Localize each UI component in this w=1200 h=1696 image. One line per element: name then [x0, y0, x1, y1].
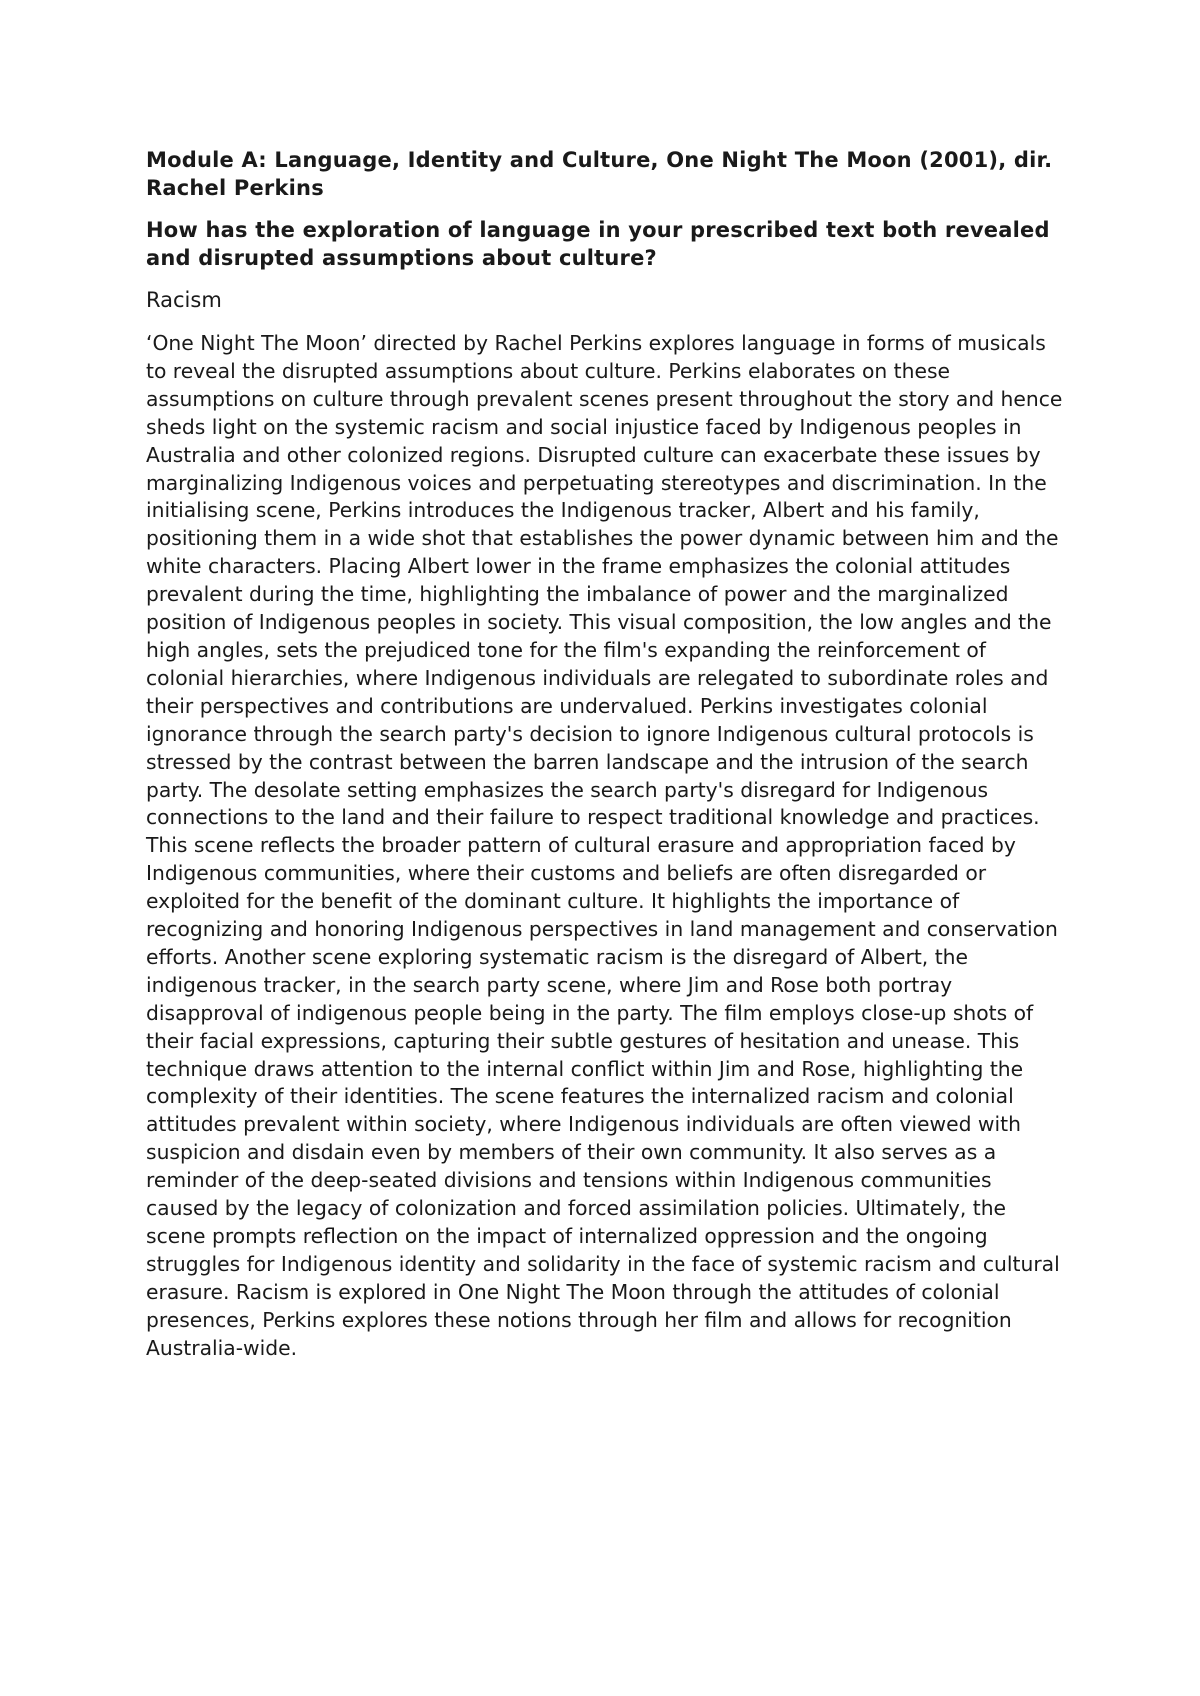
section-heading: Racism [146, 288, 222, 312]
essay-question: How has the exploration of language in your prescribed text both revealed and disrupted assumptions about culture? [146, 218, 1050, 270]
essay-body-paragraph: ‘One Night The Moon’ directed by Rachel Perkins explores language in forms of musicals to reveal the disrupted assumptions about culture. Perkins elaborates on these assumptions on culture through prevalent scenes present throughout the story and hence sheds light on the systemic racism and social injustice faced by Indigenous peoples in Australia and other colonized regions. Disrupted culture can exacerbate these issues by marginalizing Indigenous voices and perpetuating stereotypes and discrimination. In the initialising scene, Perkins introduces the Indigenous tracker, Albert and his family, positioning them in a wide shot that establishes the power dynamic between him and the white characters. Placing Albert lower in the frame emphasizes the colonial attitudes prevalent during the time, highlighting the imbalance of power and the marginalized position of Indigenous peoples in society. This visual composition, the low angles and the high angles, sets the prejudiced tone for the film's expanding the reinforcement of colonial hierarchies, where Indigenous individuals are relegated to subordinate roles and their perspectives and contributions are undervalued. Perkins investigates colonial ignorance through the search party's decision to ignore Indigenous cultural protocols is stressed by the contrast between the barren landscape and the intrusion of the search party. The desolate setting emphasizes the search party's disregard for Indigenous connections to the land and their failure to respect traditional knowledge and practices. This scene reflects the broader pattern of cultural erasure and appropriation faced by Indigenous communities, where their customs and beliefs are often disregarded or exploited for the benefit of the dominant culture. It highlights the importance of recognizing and honoring Indigenous perspectives in land management and conservation efforts. Another scene exploring systematic racism is the disregard of Albert, the indigenous tracker, in the search party scene, where Jim and Rose both portray disapproval of indigenous people being in the party. The film employs close-up shots of their facial expressions, capturing their subtle gestures of hesitation and unease. This technique draws attention to the internal conflict within Jim and Rose, highlighting the complexity of their identities. The scene features the internalized racism and colonial attitudes prevalent within society, where Indigenous individuals are often viewed with suspicion and disdain even by members of their own community. It also serves as a reminder of the deep-seated divisions and tensions within Indigenous communities caused by the legacy of colonization and forced assimilation policies. Ultimately, the scene prompts reflection on the impact of internalized oppression and the ongoing struggles for Indigenous identity and solidarity in the face of systemic racism and cultural erasure. Racism is explored in One Night The Moon through the attitudes of colonial presences, Perkins explores these notions through her film and allows for recognition Australia-wide. [146, 331, 1063, 1360]
document-title: Module A: Language, Identity and Culture, One Night The Moon (2001), dir. Rachel Perkins [146, 148, 1053, 200]
document-content [146, 146, 1066, 1363]
